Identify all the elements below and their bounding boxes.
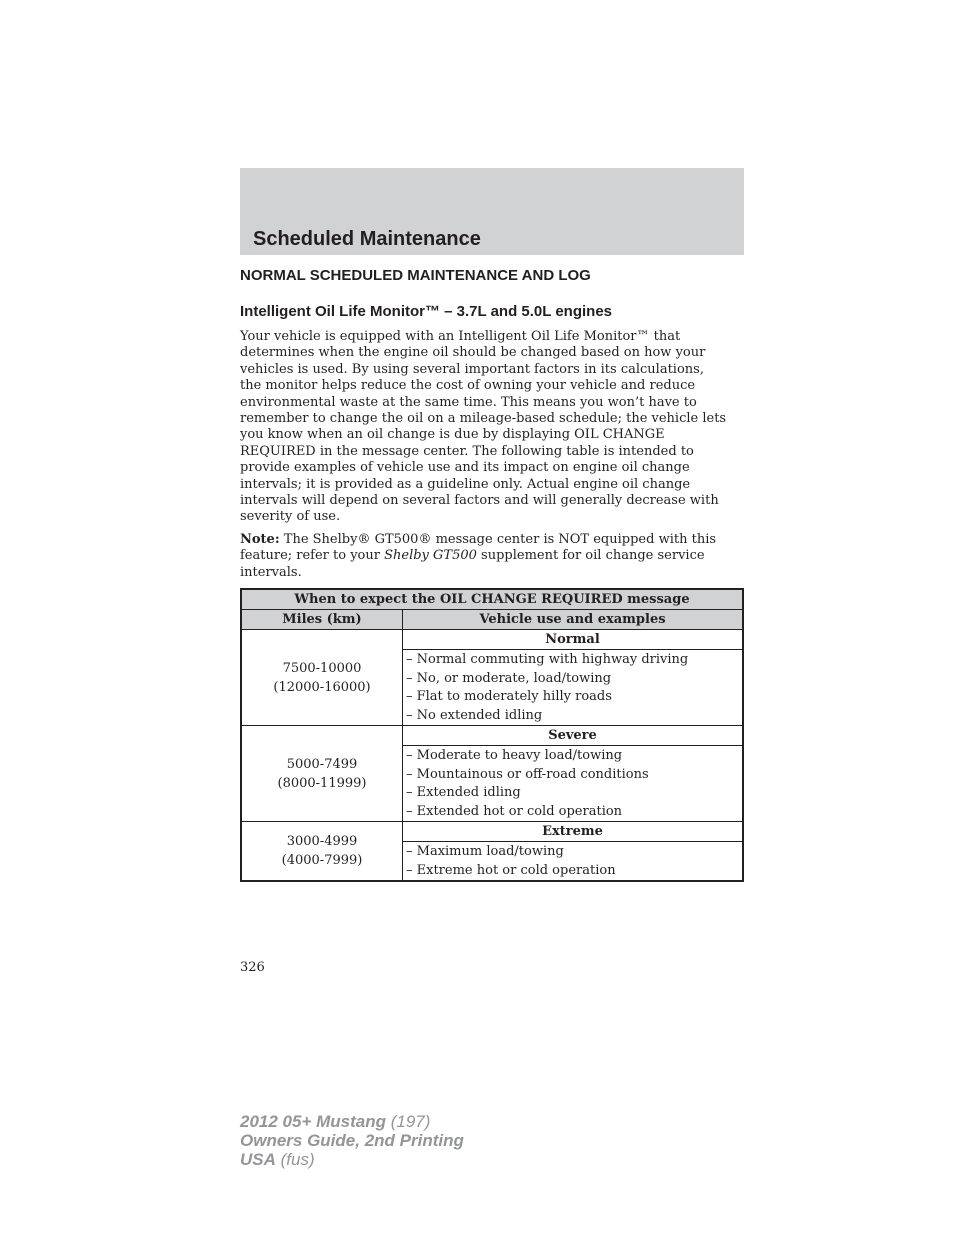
paragraph-line: remember to change the oil on a mileage-based schedule; the vehicle lets bbox=[240, 411, 727, 427]
example-item: – Maximum load/towing bbox=[406, 844, 564, 859]
paragraph-line: the monitor helps reduce the cost of owning your vehicle and reduce bbox=[240, 378, 696, 394]
paragraph-line: severity of use. bbox=[240, 509, 341, 525]
km-value: (8000-11999) bbox=[277, 775, 367, 791]
example-item: – Mountainous or off-road conditions bbox=[406, 766, 649, 782]
section-title: Scheduled Maintenance bbox=[253, 228, 481, 250]
footer-model: 2012 05+ Mustang bbox=[240, 1112, 386, 1131]
examples-cell bbox=[403, 650, 744, 726]
heading-maintenance-log: NORMAL SCHEDULED MAINTENANCE AND LOG bbox=[240, 267, 591, 284]
km-value: (4000-7999) bbox=[281, 853, 363, 868]
example-item: – Extended idling bbox=[406, 785, 521, 800]
miles-value: 3000-4999 bbox=[286, 834, 358, 849]
category-severe: Severe bbox=[403, 726, 744, 746]
note-text: The Shelby® GT500® message center is NOT equipped with this bbox=[279, 532, 717, 547]
miles-value: 7500-10000 bbox=[282, 660, 362, 676]
footer-model-code: (197) bbox=[386, 1112, 431, 1131]
note-text: feature; refer to your bbox=[240, 548, 385, 564]
paragraph-line: REQUIRED in the message center. The following table is intended to bbox=[240, 443, 694, 459]
paragraph-line: environmental waste at the same time. This means you won’t have to bbox=[240, 394, 697, 410]
miles-cell bbox=[241, 726, 403, 822]
footer-market: USA bbox=[240, 1150, 276, 1169]
category-normal: Normal bbox=[403, 630, 744, 650]
column-header-vehicle-use: Vehicle use and examples bbox=[403, 610, 744, 630]
paragraph-line: you know when an oil change is due by displaying OIL CHANGE bbox=[240, 427, 665, 443]
example-item: – Extended hot or cold operation bbox=[406, 803, 623, 819]
miles-cell bbox=[241, 822, 403, 882]
miles-cell bbox=[241, 630, 403, 726]
examples-cell bbox=[403, 842, 744, 882]
paragraph-line: provide examples of vehicle use and its impact on engine oil change bbox=[240, 460, 690, 476]
example-item: – No, or moderate, load/towing bbox=[406, 670, 612, 686]
supplement-title: Shelby GT500 bbox=[384, 548, 477, 564]
note-text: intervals. bbox=[240, 564, 302, 580]
examples-cell bbox=[403, 746, 744, 822]
column-header-miles: Miles (km) bbox=[241, 610, 403, 630]
paragraph-line: vehicles is used. By using several important factors in its calculations, bbox=[240, 361, 704, 377]
paragraph-line: intervals; it is provided as a guideline only. Actual engine oil change bbox=[240, 476, 691, 492]
intro-paragraph bbox=[240, 329, 744, 526]
example-item: – Flat to moderately hilly roads bbox=[406, 689, 612, 704]
example-item: – Extreme hot or cold operation bbox=[406, 862, 616, 878]
note-text: supplement for oil change service bbox=[476, 548, 705, 564]
note-paragraph bbox=[240, 532, 744, 581]
miles-value: 5000-7499 bbox=[286, 756, 358, 772]
oil-change-table bbox=[240, 588, 744, 882]
example-item: – No extended idling bbox=[406, 707, 543, 723]
category-extreme: Extreme bbox=[403, 822, 744, 842]
paragraph-line: Your vehicle is equipped with an Intelligent Oil Life Monitor™ that bbox=[240, 329, 681, 344]
footer-guide: Owners Guide, 2nd Printing bbox=[240, 1131, 464, 1150]
table-title: When to expect the OIL CHANGE REQUIRED message bbox=[241, 589, 743, 610]
example-item: – Normal commuting with highway driving bbox=[406, 652, 689, 667]
footer-edition-info bbox=[240, 1112, 464, 1169]
paragraph-line: intervals will depend on several factors and will generally decrease with bbox=[240, 493, 719, 509]
heading-oil-life-monitor: Intelligent Oil Life Monitor™ – 3.7L and 5.0L engines bbox=[240, 303, 613, 320]
note-label: Note: bbox=[240, 532, 280, 547]
page-number: 326 bbox=[240, 960, 265, 975]
example-item: – Moderate to heavy load/towing bbox=[406, 748, 623, 763]
footer-market-code: (fus) bbox=[275, 1150, 315, 1169]
km-value: (12000-16000) bbox=[273, 679, 371, 695]
paragraph-line: determines when the engine oil should be changed based on how your bbox=[240, 345, 706, 361]
